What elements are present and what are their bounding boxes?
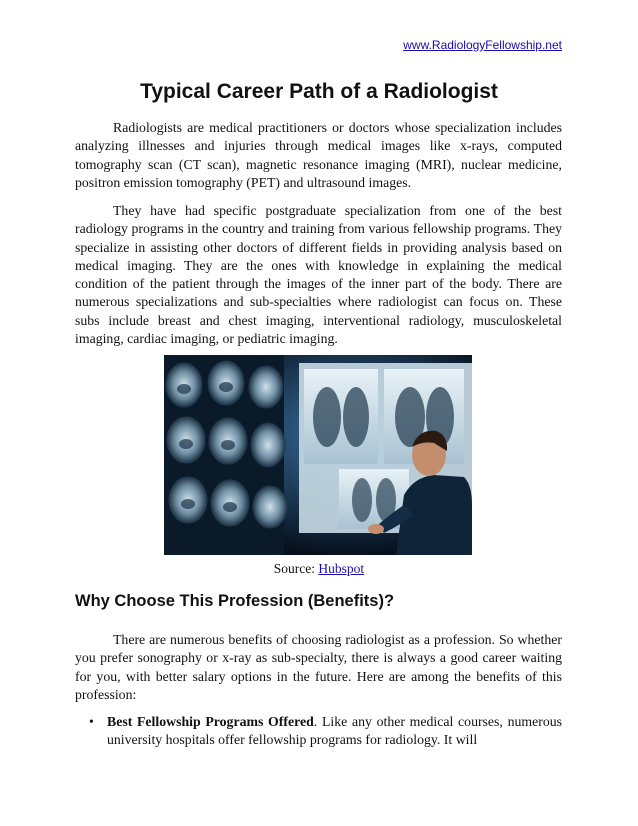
site-url-link[interactable]: www.RadiologyFellowship.net xyxy=(403,38,562,52)
bullet-text xyxy=(107,713,562,750)
bullet-item xyxy=(89,713,562,750)
specialization-paragraph: They have had specific postgraduate specialization from one of the best radiology programs in the country and training from various fellowship programs. They specialize in assisting other doctors of different fields in providing analysis based on medical imaging. They are the ones with knowledge in explaining the medical condition of the patient through the images of the inner part of the body. There are numerous specializations and sub-specialties where radiologist can focus on. These subs include breast and chest imaging, interventional radiology, musculoskeletal imaging, cardiac imaging, or pediatric imaging. xyxy=(75,203,562,347)
radiologist-photo-illustration xyxy=(164,355,472,555)
page-title: Typical Career Path of a Radiologist xyxy=(140,80,498,103)
figure-caption-prefix: Source: xyxy=(273,561,319,576)
bullet-bold-title: Best Fellowship Programs Offered xyxy=(107,714,314,729)
benefits-paragraph: There are numerous benefits of choosing radiologist as a profession. So whether you prefer sonography or x-ray as sub-specialty, there is always a good career waiting for you, with better salary options in the future. Here are among the benefits of this profession: xyxy=(75,632,562,702)
bullet-marker: • xyxy=(89,714,94,729)
bullet-body: . Like any other medical courses, numerous university hospitals offer fellowship programs for radiology. It will xyxy=(107,714,562,748)
figure-caption-source-link[interactable]: Hubspot xyxy=(318,561,365,576)
radiologist-photo xyxy=(164,355,472,555)
intro-paragraph: Radiologists are medical practitioners or doctors whose specialization includes analyzing illnesses and injuries through medical images like x-rays, computed tomography scan (CT scan), magnetic resonance imaging (MRI), nuclear medicine, positron emission tomography (PET) and ultrasound images. xyxy=(75,120,562,190)
figure-caption xyxy=(0,561,638,577)
section-heading: Why Choose This Profession (Benefits)? xyxy=(75,592,395,610)
